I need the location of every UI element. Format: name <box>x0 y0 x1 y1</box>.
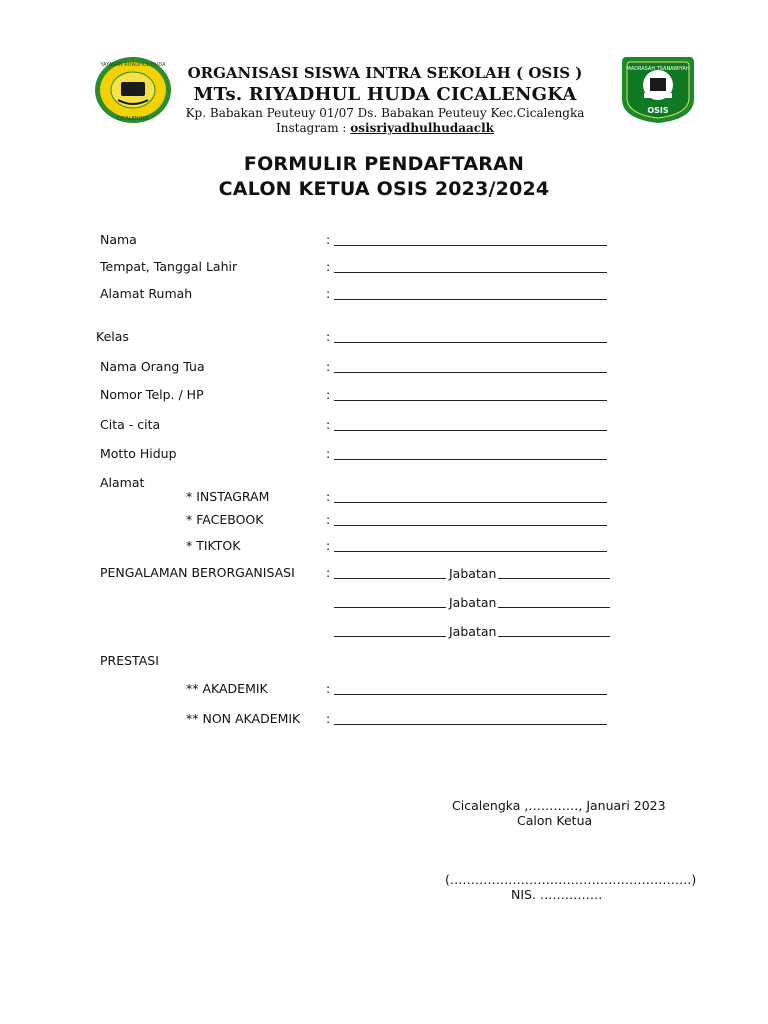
label-jabatan: Jabatan <box>449 566 497 581</box>
school-name: MTs. RIYADHUL HUDA CICALENGKA <box>193 84 577 105</box>
logo-right-bottom-text: OSIS <box>647 106 669 115</box>
label-kelas: Kelas <box>96 329 129 344</box>
field-jabatan-2[interactable] <box>498 607 610 608</box>
field-organisasi-2[interactable] <box>334 607 446 608</box>
signature-place-date: Cicalengka ,…………, Januari 2023 <box>452 798 666 813</box>
field-non-akademik[interactable] <box>334 724 607 725</box>
colon: : <box>326 286 331 301</box>
field-telp[interactable] <box>334 400 607 401</box>
label-facebook: * FACEBOOK <box>186 512 264 527</box>
field-organisasi-1[interactable] <box>334 578 446 579</box>
label-motto: Motto Hidup <box>100 446 177 461</box>
signature-nis: NIS. …………… <box>511 887 603 902</box>
colon: : <box>326 387 331 402</box>
label-alamat: Alamat <box>100 475 145 490</box>
form-subtitle: CALON KETUA OSIS 2023/2024 <box>218 178 550 200</box>
colon: : <box>326 359 331 374</box>
label-telp: Nomor Telp. / HP <box>100 387 204 402</box>
label-non-akademik: ** NON AKADEMIK <box>186 711 301 726</box>
label-nama: Nama <box>100 232 137 247</box>
colon: : <box>326 565 331 580</box>
colon: : <box>326 232 331 247</box>
colon: : <box>326 259 331 274</box>
label-pengalaman: PENGALAMAN BERORGANISASI <box>100 565 295 580</box>
label-akademik: ** AKADEMIK <box>186 681 268 696</box>
field-organisasi-3[interactable] <box>334 636 446 637</box>
label-cita: Cita - cita <box>100 417 161 432</box>
field-instagram[interactable] <box>334 502 607 503</box>
field-alamat-rumah[interactable] <box>334 299 607 300</box>
mts-osis-logo <box>620 53 696 125</box>
signature-name-field[interactable]: (………………………………………………….) <box>445 872 697 887</box>
colon: : <box>326 489 331 504</box>
label-prestasi: PRESTASI <box>100 653 159 668</box>
field-ttl[interactable] <box>334 272 607 273</box>
colon: : <box>326 446 331 461</box>
colon: : <box>326 538 331 553</box>
instagram-line <box>150 121 620 135</box>
colon: : <box>326 329 331 344</box>
label-jabatan: Jabatan <box>449 595 497 610</box>
form-title: FORMULIR PENDAFTARAN <box>243 153 525 175</box>
field-tiktok[interactable] <box>334 551 607 552</box>
field-nama-ortu[interactable] <box>334 372 607 373</box>
label-instagram: * INSTAGRAM <box>186 489 270 504</box>
field-cita[interactable] <box>334 430 607 431</box>
label-ttl: Tempat, Tanggal Lahir <box>100 259 238 274</box>
logo-right-top-text: MADRASAH TSANAWIYAH <box>626 66 690 72</box>
colon: : <box>326 681 331 696</box>
colon: : <box>326 711 331 726</box>
field-motto[interactable] <box>334 459 607 460</box>
label-tiktok: * TIKTOK <box>186 538 241 553</box>
signature-role: Calon Ketua <box>517 813 593 828</box>
org-name: ORGANISASI SISWA INTRA SEKOLAH ( OSIS ) <box>187 64 583 82</box>
label-jabatan: Jabatan <box>449 624 497 639</box>
field-kelas[interactable] <box>334 342 607 343</box>
field-akademik[interactable] <box>334 694 607 695</box>
colon: : <box>326 417 331 432</box>
field-nama[interactable] <box>334 245 607 246</box>
instagram-handle[interactable]: osisriyadhulhudaaclk <box>350 121 494 135</box>
logo-left-top-text: YAYASAN RIYADHUL HUDA <box>100 62 166 68</box>
field-jabatan-1[interactable] <box>498 578 610 579</box>
label-alamat-rumah: Alamat Rumah <box>100 286 193 301</box>
instagram-label: Instagram : <box>276 121 347 135</box>
school-address: Kp. Babakan Peuteuy 01/07 Ds. Babakan Peuteuy Kec.Cicalengka <box>185 106 585 120</box>
field-facebook[interactable] <box>334 525 607 526</box>
field-jabatan-3[interactable] <box>498 636 610 637</box>
colon: : <box>326 512 331 527</box>
logo-left-bottom-text: CICALENGKA <box>116 116 150 122</box>
label-nama-ortu: Nama Orang Tua <box>100 359 205 374</box>
